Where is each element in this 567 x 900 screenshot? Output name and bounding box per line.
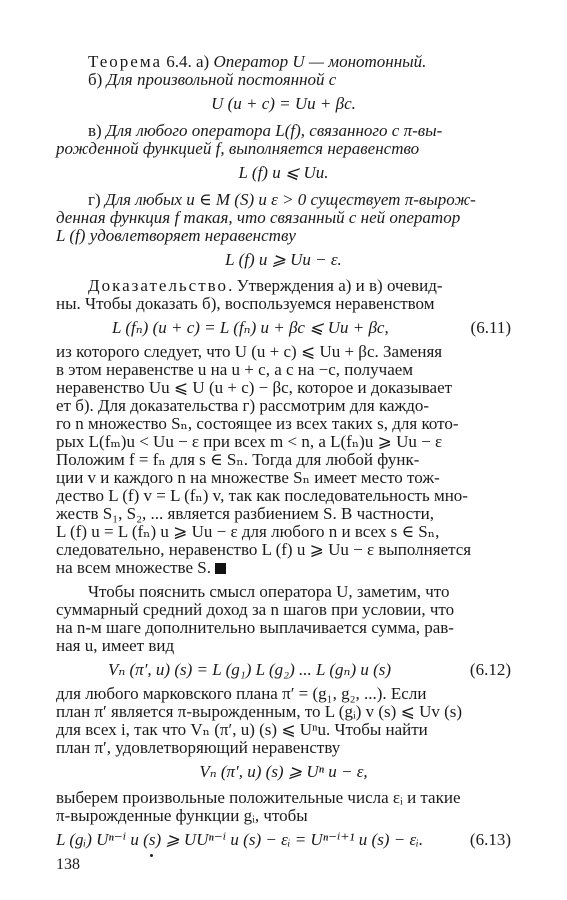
text-segment: рожденной функцией f, выполняется неравенство	[56, 139, 420, 158]
text-segment: Чтобы пояснить смысл оператора U, заметим, что	[88, 582, 450, 601]
text-segment: L (fₙ) (u + c) = L (fₙ) u + βc ⩽ Uu + βc,	[112, 318, 389, 337]
text-line	[56, 720, 511, 740]
text-segment: L (gᵢ) Uⁿ⁻ⁱ u (s) ⩾ UUⁿ⁻ⁱ u (s) − εᵢ = Uⁿ⁻ⁱ⁺¹ u (s) − εᵢ.	[56, 830, 424, 849]
equation-number: (6.12)	[469, 660, 511, 679]
text-segment: Для любых u ∈ M (S) и ε > 0 существует π-вырож-	[104, 190, 476, 209]
text-line	[56, 396, 511, 416]
text-line	[56, 360, 511, 380]
text-segment: г)	[88, 190, 105, 209]
text-segment: ции v и каждого n на множестве Sₙ имеет место тож-	[56, 468, 440, 487]
text-line	[56, 558, 511, 578]
text-segment: Для любого оператора L(f), связанного с π-вы-	[105, 121, 443, 140]
text-line	[88, 52, 500, 72]
text-line	[88, 190, 511, 210]
text-line	[56, 432, 511, 452]
end-of-proof-square	[215, 563, 226, 574]
text-segment: . Утверждения а) и в) очевид-	[228, 276, 443, 295]
text-segment: жеств S₁, S₂, ... является разбиением S. В частности,	[56, 504, 434, 523]
text-segment: Доказательство	[88, 276, 229, 295]
text-line	[56, 250, 511, 270]
text-segment: L (f) удовлетворяет неравенству	[56, 226, 296, 245]
text-line	[56, 294, 511, 314]
text-line	[56, 762, 511, 782]
text-line	[56, 468, 511, 488]
text-segment: неравенство Uu ⩽ U (u + c) − βc, которое и доказывает	[56, 378, 453, 397]
text-segment: денная функция f такая, что связанный с ней оператор	[56, 208, 461, 227]
print-speck	[150, 854, 153, 857]
equation-number: (6.11)	[470, 318, 511, 337]
text-segment: го n множество Sₙ, состоящее из всех таких s, для кото-	[56, 414, 459, 433]
text-line	[56, 522, 511, 542]
text-segment: 6.4. а)	[162, 52, 214, 71]
text-segment: для любого марковского плана π′ = (g₁, g₂, ...). Если	[56, 684, 427, 703]
text-segment: Vₙ (π′, u) (s) = L (g₁) L (g₂) ... L (gₙ) u (s)	[108, 660, 392, 679]
text-segment: выберем произвольные положительные числа εᵢ и такие	[56, 788, 461, 807]
text-segment: в)	[88, 121, 106, 140]
text-segment: на всем множестве S.	[56, 558, 211, 577]
text-line	[56, 504, 511, 524]
text-segment: для всех i, так что Vₙ (π′, u) (s) ⩽ Uⁿu. Чтобы найти	[56, 720, 428, 739]
text-segment: ная u, имеет вид	[56, 636, 175, 655]
text-line	[56, 342, 511, 362]
page-number: 138	[56, 856, 80, 873]
text-line	[112, 318, 511, 338]
text-segment: на n-м шаге дополнительно выплачивается сумма, рав-	[56, 618, 454, 637]
text-line	[56, 540, 511, 560]
text-line	[56, 226, 511, 246]
text-segment: следовательно, неравенство L (f) u ⩾ Uu − ε выполняется	[56, 540, 472, 559]
text-segment: план π′, удовлетворяющий неравенству	[56, 738, 341, 757]
text-segment: суммарный средний доход за n шагов при условии, что	[56, 600, 455, 619]
text-line	[56, 94, 511, 114]
text-line	[56, 788, 511, 808]
text-line	[88, 276, 511, 296]
text-line	[56, 450, 511, 470]
text-segment: ны. Чтобы доказать б), воспользуемся неравенством	[56, 294, 435, 313]
text-line	[56, 738, 511, 758]
text-segment: L (f) u ⩽ Uu.	[238, 163, 329, 182]
text-segment: U (u + c) = Uu + βc.	[211, 94, 356, 113]
text-segment: Vₙ (π′, u) (s) ⩾ Uⁿ u − ε,	[199, 762, 368, 781]
text-segment: L (f) u = L (fₙ) u ⩾ Uu − ε для любого n и всех s ∈ Sₙ,	[56, 522, 440, 541]
text-line	[88, 582, 511, 602]
text-segment: Положим f = fₙ для s ∈ Sₙ. Тогда для любой функ-	[56, 450, 420, 469]
text-segment: π-вырожденные функции gᵢ, чтобы	[56, 806, 308, 825]
text-line	[56, 486, 511, 506]
text-segment: Оператор U — монотонный.	[213, 52, 427, 71]
text-line	[56, 600, 511, 620]
text-segment: Теорема	[88, 52, 163, 71]
text-line	[88, 121, 511, 141]
text-line	[56, 163, 511, 183]
text-segment: дество L (f) v = L (fₙ) v, так как последовательность мно-	[56, 486, 468, 505]
text-segment: из которого следует, что U (u + c) ⩽ Uu + βc. Заменяя	[56, 342, 443, 361]
text-line	[56, 830, 511, 850]
text-segment: Для произвольной постоянной с	[106, 70, 337, 89]
text-line	[56, 618, 511, 638]
text-segment: L (f) u ⩾ Uu − ε.	[225, 250, 342, 269]
text-segment: рых L(fₘ)u < Uu − ε при всех m < n, а L(fₙ)u ⩾ Uu − ε	[56, 432, 443, 451]
text-line	[56, 636, 511, 656]
text-line	[56, 378, 511, 398]
text-line	[56, 806, 511, 826]
equation-number: (6.13)	[469, 830, 511, 849]
text-segment: план π′ является π-вырожденным, то L (gᵢ) v (s) ⩽ Uv (s)	[56, 702, 463, 721]
text-line	[56, 684, 511, 704]
text-line	[108, 660, 511, 680]
text-line	[56, 139, 511, 159]
text-segment: б)	[88, 70, 107, 89]
text-segment: ет б). Для доказательства г) рассмотрим для каждо-	[56, 396, 430, 415]
text-line	[88, 70, 500, 90]
text-line	[56, 208, 511, 228]
text-line	[56, 702, 511, 722]
text-segment: в этом неравенстве u на u + c, а c на −c, получаем	[56, 360, 414, 379]
text-line	[56, 414, 511, 434]
